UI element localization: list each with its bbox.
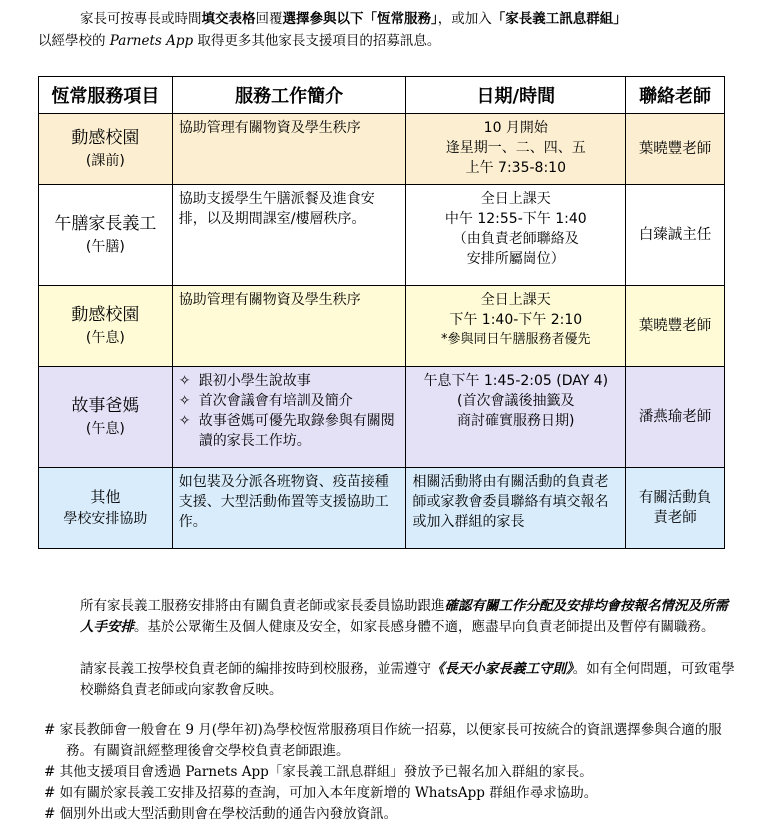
date-line: 全日上課天: [480, 191, 551, 207]
item-cell: [39, 468, 173, 549]
item-name: 動感校園: [71, 128, 140, 148]
table-row: [39, 468, 725, 549]
item-sub: (午息): [85, 330, 125, 346]
table-row: [39, 286, 725, 367]
table-row: [39, 185, 725, 286]
teacher-cell: 潘燕瑜老師: [626, 367, 725, 468]
list-item-text: 故事爸媽可優先取錄參與有關閱讀的家長工作坊。: [198, 413, 395, 449]
date-cell: [406, 185, 626, 286]
para-bold-text: 確認有關工作分配及安排均會按報名情況及所需人手安排: [80, 598, 728, 635]
intro-app-name: Parnets App: [109, 33, 194, 49]
intro-bold-group: 「家長義工訊息群組」: [491, 11, 627, 27]
intro-bold-service: 選擇參與以下「恆常服務」: [282, 11, 438, 27]
date-cell: 相關活動將由有關活動的負責老師或家教會委員聯絡有填交報名或加入群組的家長: [406, 468, 626, 549]
header-date: 日期/時間: [406, 77, 626, 114]
intro-bold-form: 填交表格: [201, 11, 256, 27]
sparkle-bullet-icon: ✧: [178, 393, 191, 409]
intro-text: 回覆: [255, 11, 283, 27]
date-line: 上午 7:35-8:10: [465, 160, 566, 176]
list-item: [179, 391, 400, 411]
note-item: # 家長教師會一般會在 9 月(學年初)為學校恆常服務項目作統一招募，以便家長可按統合的資訊選擇參與合適的服務。有關資訊經整理後會交學校負責老師跟進。: [44, 722, 722, 759]
note-item: # 其他支援項目會透過 Parnets App「家長義工訊息群組」發放予已報名加入群組的家長。: [44, 764, 593, 780]
date-line: 中午 12:55-下午 1:40: [444, 211, 587, 227]
teacher-cell: 有關活動負責老師: [626, 468, 725, 549]
desc-list: [179, 371, 400, 451]
item-cell: [39, 367, 173, 468]
date-line: (首次會議後抽籤及: [457, 393, 575, 409]
date-line: 商討確實服務日期): [457, 413, 575, 429]
date-line: 安排所屬崗位）: [466, 251, 565, 267]
rules-paragraph: [38, 659, 738, 701]
rules-title: 《長天小家長義工守則》: [431, 661, 573, 677]
date-line: 全日上課天: [480, 292, 551, 308]
desc-cell: [172, 367, 406, 468]
teacher-cell: 白臻誠主任: [626, 185, 725, 286]
table-row: [39, 114, 725, 185]
date-cell: [406, 367, 626, 468]
item-sub: (午息): [85, 421, 125, 437]
sparkle-bullet-icon: ✧: [178, 373, 191, 389]
para-text: 。如有全何問題，可致電學校聯絡負責老師或向家教會反映。: [80, 661, 735, 698]
para-text: 請家長義工按學校負責老師的編排按時到校服務，並需遵守: [80, 661, 431, 677]
para-text: 。基於公眾衛生及個人健康及安全，如家長感身體不適，應盡早向負責老師提出及暫停有關職務。: [134, 619, 715, 635]
arrangement-paragraph: [38, 596, 738, 638]
date-line: 下午 1:40-下午 2:10: [449, 312, 583, 328]
teacher-cell: 葉曉豐老師: [626, 114, 725, 185]
intro-text: ，或加入: [437, 11, 492, 27]
list-item-text: 跟初小學生說故事: [198, 373, 311, 389]
item-name: 其他: [90, 488, 121, 506]
item-sub: 學校安排協助: [63, 511, 148, 527]
date-line: 逢星期一、二、四、五: [445, 140, 586, 156]
header-teacher: 聯絡老師: [626, 77, 725, 114]
intro-text: 以經學校的: [38, 33, 110, 49]
service-table: [38, 76, 725, 549]
notes-list: [44, 720, 744, 825]
intro-paragraph: [38, 8, 738, 52]
list-item-text: 首次會議會有培訓及簡介: [198, 393, 353, 409]
item-name: 動感校園: [71, 305, 140, 325]
teacher-cell: 葉曉豐老師: [626, 286, 725, 367]
item-sub: (午膳): [85, 239, 125, 255]
item-cell: [39, 286, 173, 367]
date-cell: [406, 286, 626, 367]
desc-cell: 協助支援學生午膳派餐及進食安排，以及期間課室/樓層秩序。: [172, 185, 406, 286]
para-text: 所有家長義工服務安排將由有關負責老師或家長委員協助跟進: [80, 598, 445, 614]
desc-cell: 協助管理有關物資及學生秩序: [172, 286, 406, 367]
list-item: [179, 371, 400, 391]
note-item: # 個別外出或大型活動則會在學校活動的通告內發放資訊。: [44, 806, 398, 822]
header-desc: 服務工作簡介: [172, 77, 406, 114]
date-cell: [406, 114, 626, 185]
list-item: [179, 411, 400, 451]
item-sub: (課前): [85, 153, 125, 169]
date-line: 午息下午 1:45-2:05 (DAY 4): [423, 373, 609, 389]
item-cell: [39, 185, 173, 286]
note-item: # 如有關於家長義工安排及招募的查詢，可加入本年度新增的 WhatsApp 群組作尋求協助。: [44, 785, 598, 801]
date-note: *參與同日午膳服務者優先: [441, 332, 591, 347]
date-line: （由負責老師聯絡及: [452, 231, 579, 247]
table-row: [39, 367, 725, 468]
date-line: 10 月開始: [483, 120, 548, 136]
intro-text: 取得更多其他家長支援項目的招募訊息。: [193, 33, 441, 49]
intro-text: 家長可按專長或時間: [80, 11, 202, 27]
sparkle-bullet-icon: ✧: [178, 413, 191, 429]
desc-cell: 協助管理有關物資及學生秩序: [172, 114, 406, 185]
item-name: 故事爸媽: [71, 396, 140, 416]
item-cell: [39, 114, 173, 185]
table-header-row: [39, 77, 725, 114]
item-name: 午膳家長義工: [54, 214, 157, 234]
header-item: 恆常服務項目: [39, 77, 173, 114]
desc-cell: 如包裝及分派各班物資、疫苗接種支援、大型活動佈置等支援協助工作。: [172, 468, 406, 549]
